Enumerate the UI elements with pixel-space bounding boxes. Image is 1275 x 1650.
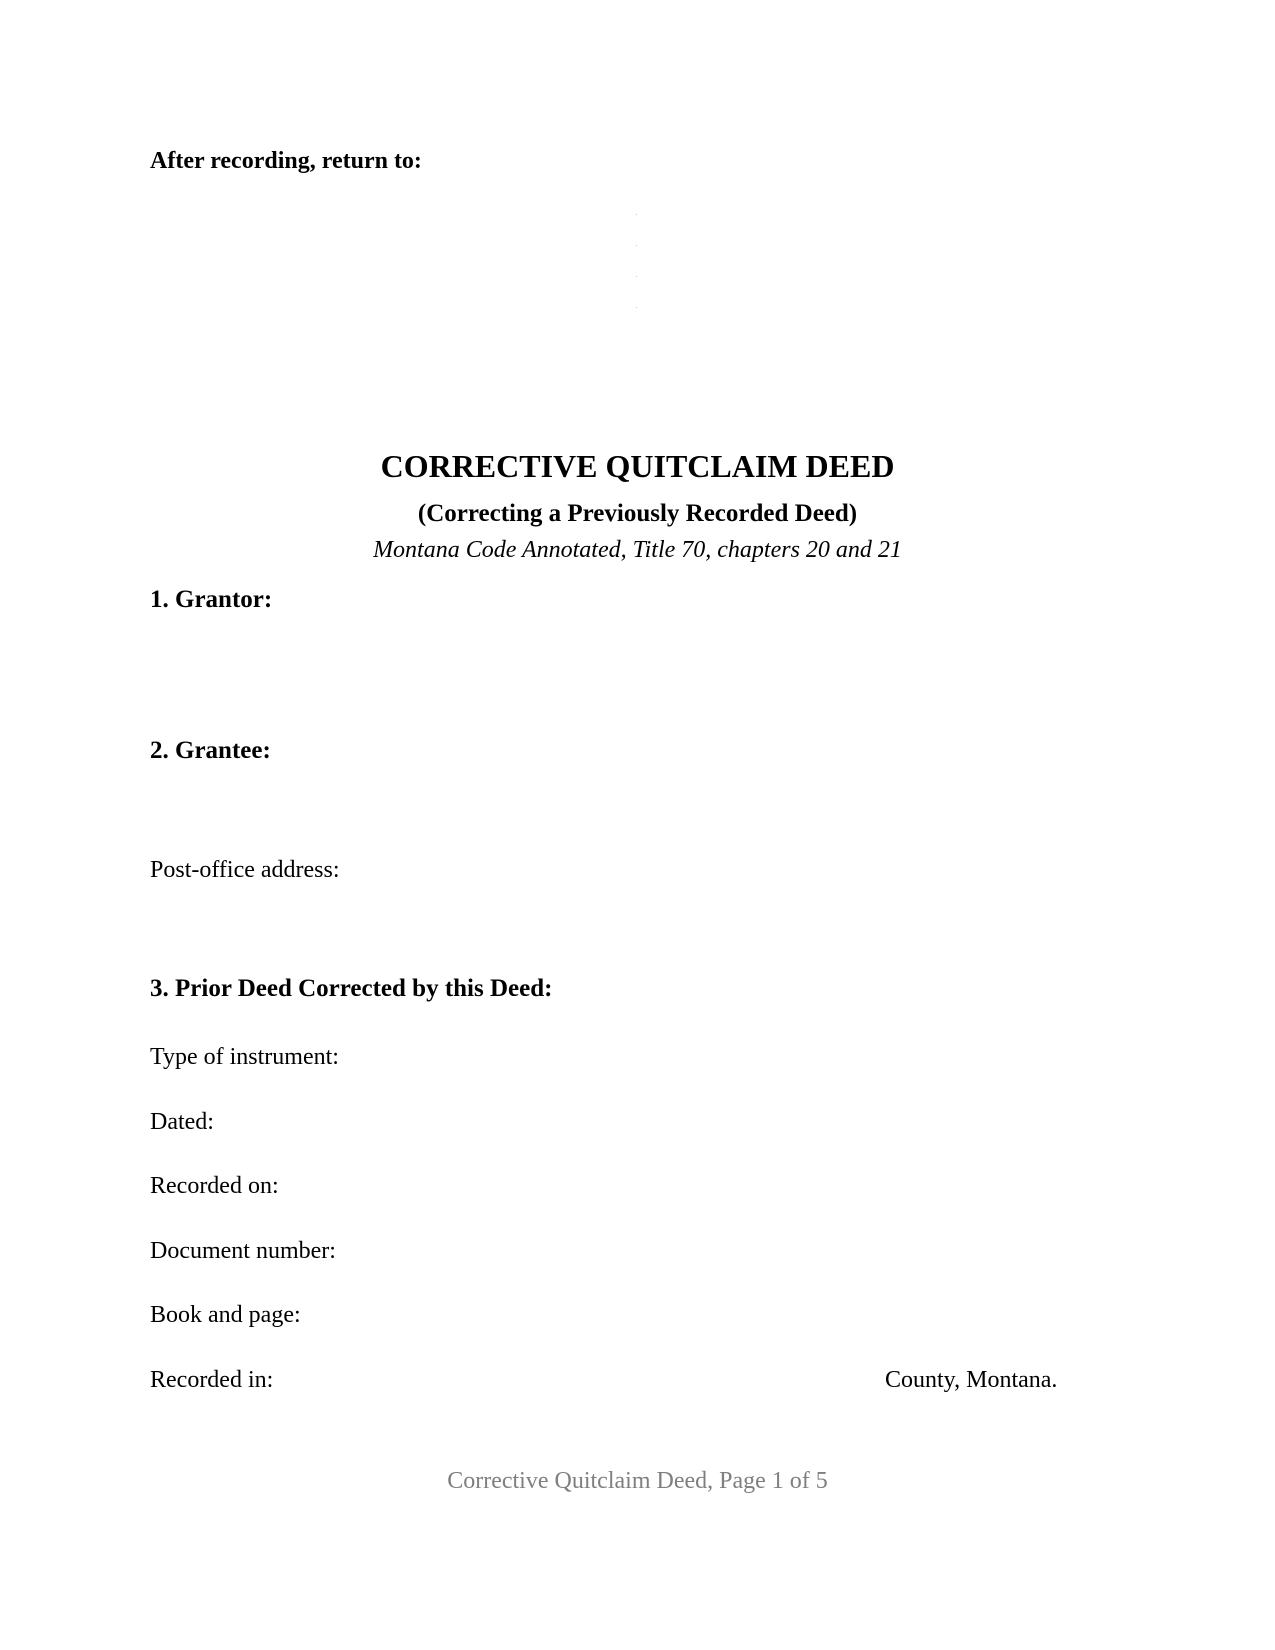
grantor-heading: 1. Grantor: — [150, 586, 273, 613]
document-title: CORRECTIVE QUITCLAIM DEED — [380, 448, 895, 484]
placeholder-dot — [636, 214, 637, 215]
prior-deed-heading: 3. Prior Deed Corrected by this Deed: — [150, 975, 553, 1002]
return-address-label: After recording, return to: — [150, 148, 422, 174]
page-footer: Corrective Quitclaim Deed, Page 1 of 5 — [447, 1468, 828, 1494]
dated-label: Dated: — [150, 1109, 214, 1135]
county-montana-suffix: County, Montana. — [885, 1367, 1058, 1393]
recorded-on-label: Recorded on: — [150, 1173, 279, 1199]
placeholder-dot — [636, 276, 637, 277]
statute-citation: Montana Code Annotated, Title 70, chapters 20 and 21 — [373, 537, 902, 563]
book-and-page-label: Book and page: — [150, 1302, 301, 1328]
placeholder-dot — [636, 307, 637, 308]
type-of-instrument-label: Type of instrument: — [150, 1044, 339, 1070]
post-office-address-label: Post-office address: — [150, 857, 340, 883]
document-subtitle: (Correcting a Previously Recorded Deed) — [417, 500, 858, 527]
document-number-label: Document number: — [150, 1238, 336, 1264]
grantee-heading: 2. Grantee: — [150, 737, 271, 764]
placeholder-dot — [636, 245, 637, 246]
recorded-in-label: Recorded in: — [150, 1367, 274, 1393]
